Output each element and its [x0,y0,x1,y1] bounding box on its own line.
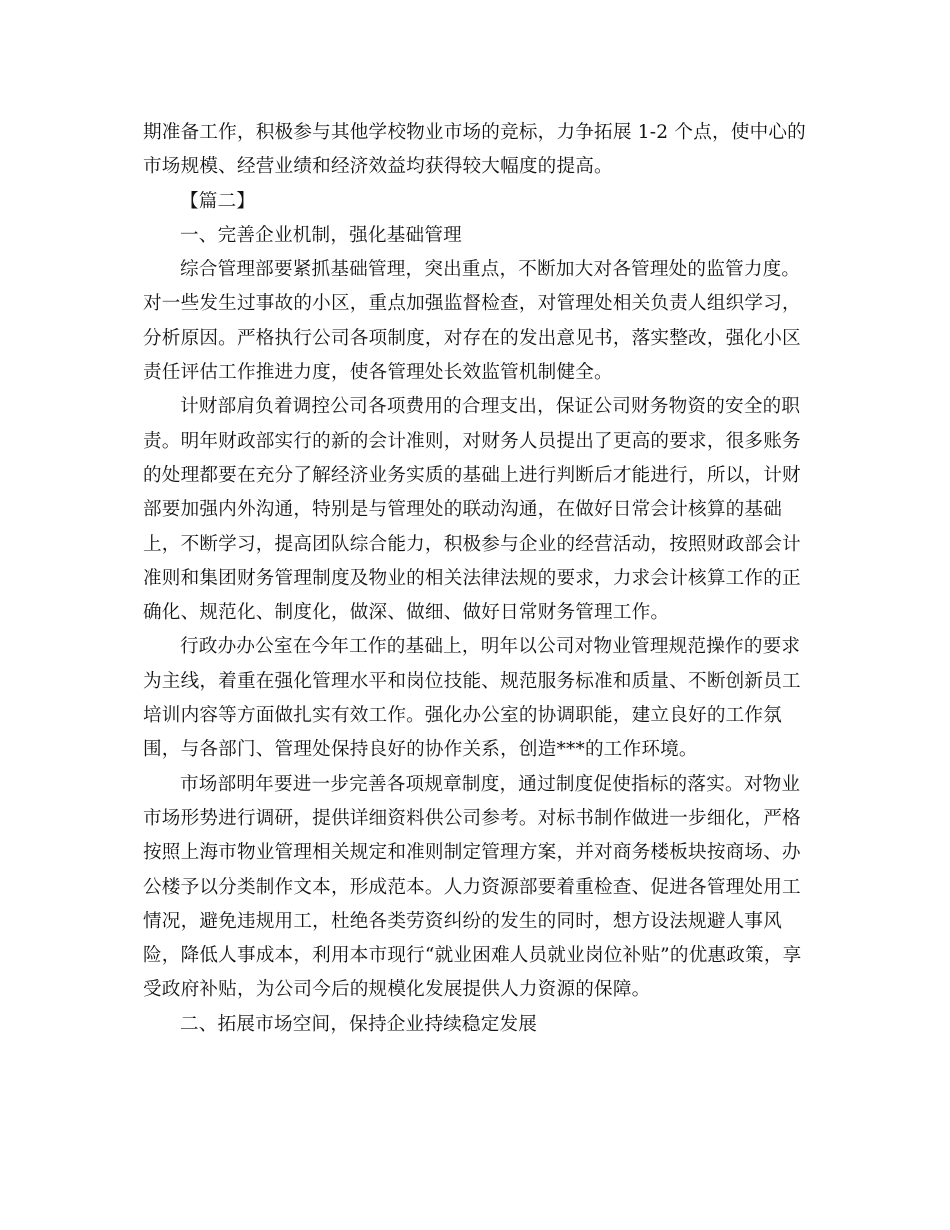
text-line: 市场形势进行调研，提供详细资料供公司参考。对标书制作做进一步细化，严格 [143,807,801,829]
text-line: 为主线，着重在强化管理水平和岗位技能、规范服务标准和质量、不断创新员工 [143,670,801,692]
text-line: 准则和集团财务管理制度及物业的相关法律法规的要求，力求会计核算工作的正 [143,567,801,589]
text-line: 的处理都要在充分了解经济业务实质的基础上进行判断后才能进行，所以，计财 [143,464,801,486]
text-line: 二、拓展市场空间，保持企业持续稳定发展 [180,1013,538,1035]
document-body [143,116,807,1042]
text-line: 行政办办公室在今年工作的基础上，明年以公司对物业管理规范操作的要求 [180,636,801,658]
text-line: 公楼予以分类制作文本，形成范本。人力资源部要着重检查、促进各管理处用工 [143,876,801,898]
text-line: 期准备工作，积极参与其他学校物业市场的竞标，力争拓展 1-2 个点，使中心的 [143,122,806,143]
text-line: 计财部肩负着调控公司各项费用的合理支出，保证公司财务物资的安全的职 [180,396,801,418]
text-line: 对一些发生过事故的小区，重点加强监督检查，对管理处相关负责人组织学习， [143,293,801,315]
text-line: 市场部明年要进一步完善各项规章制度，通过制度促使指标的落实。对物业 [180,773,801,795]
text-line: 情况，避免违规用工，杜绝各类劳资纠纷的发生的同时，想方设法规避人事风 [143,910,782,932]
text-line: 【篇二】 [180,190,256,212]
text-line: 确化、规范化、制度化，做深、做细、做好日常财务管理工作。 [143,602,670,624]
text-line: 市场规模、经营业绩和经济效益均获得较大幅度的提高。 [143,156,613,178]
text-line: 责任评估工作推进力度，使各管理处长效监管机制健全。 [143,362,613,384]
text-line: 责。明年财政部实行的新的会计准则，对财务人员提出了更高的要求，很多账务 [143,430,801,452]
text-line: 上，不断学习，提高团队综合能力，积极参与企业的经营活动，按照财政部会计 [143,533,801,555]
text-line: 一、完善企业机制，强化基础管理 [180,224,462,246]
text-line: 培训内容等方面做扎实有效工作。强化办公室的协调职能，建立良好的工作氛 [143,705,782,727]
text-line: 分析原因。严格执行公司各项制度，对存在的发出意见书，落实整改，强化小区 [143,327,801,349]
text-line: 受政府补贴，为公司今后的规模化发展提供人力资源的保障。 [143,979,651,1001]
text-line: 部要加强内外沟通，特别是与管理处的联动沟通，在做好日常会计核算的基础 [143,499,782,521]
text-line: 围，与各部门、管理处保持良好的协作关系，创造***的工作环境。 [143,739,698,761]
text-line: 按照上海市物业管理相关规定和准则制定管理方案，并对商务楼板块按商场、办 [143,842,801,864]
text-line: 综合管理部要紧抓基础管理，突出重点，不断加大对各管理处的监管力度。 [180,259,801,281]
text-line: 险，降低人事成本，利用本市现行“就业困难人员就业岗位补贴”的优惠政策，享 [143,945,802,967]
